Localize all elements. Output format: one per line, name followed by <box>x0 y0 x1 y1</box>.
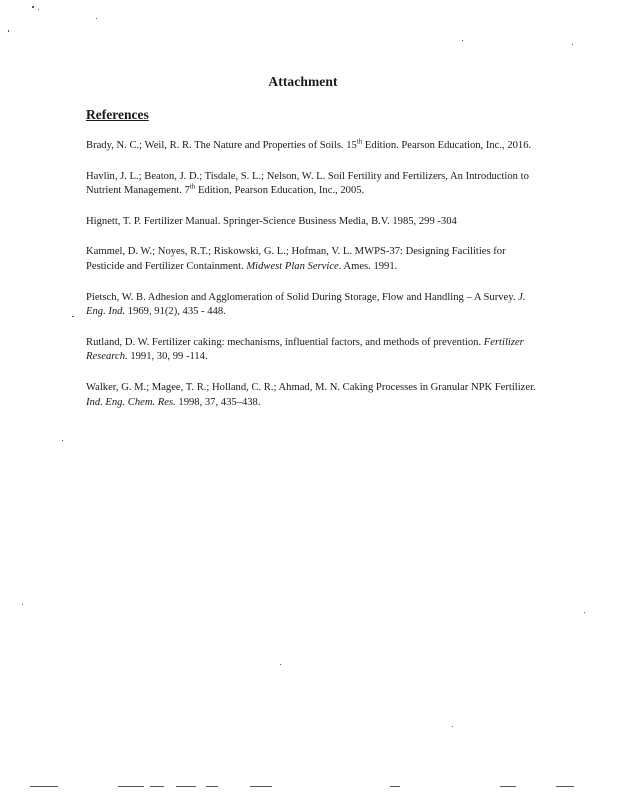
edition-superscript: th <box>189 182 196 191</box>
journal-title: J. Eng. Ind. <box>86 291 526 318</box>
reference-entry <box>86 336 536 365</box>
journal-title: Fertilizer Research. <box>86 336 524 363</box>
scan-edge-mark <box>150 786 164 787</box>
scan-speck <box>462 40 463 41</box>
edition-superscript: th <box>356 137 363 146</box>
reference-text: 1998, 37, 435–438. <box>175 396 261 408</box>
reference-list <box>86 139 536 426</box>
scan-speck <box>8 30 9 32</box>
scan-speck <box>22 604 23 605</box>
reference-entry <box>86 291 536 320</box>
reference-text: Havlin, J. L.; Beaton, J. D.; Tisdale, S. L.; Nelson, W. L. Soil Fertility and Fertilizers, An Introduction to Nutrient Management. 7 <box>86 170 529 197</box>
scan-edge-mark <box>206 786 218 787</box>
scan-speck <box>452 726 453 727</box>
scan-speck <box>38 9 39 10</box>
reference-text: Walker, G. M.; Magee, T. R.; Holland, C. R.; Ahmad, M. N. Caking Processes in Granular NPK Fertilizer. <box>86 381 536 393</box>
scan-speck <box>584 612 585 613</box>
reference-entry <box>86 139 536 154</box>
reference-entry <box>86 215 536 230</box>
scan-speck <box>62 440 63 441</box>
reference-text: Kammel, D. W.; Noyes, R.T.; Riskowski, G. L.; Hofman, V. L. MWPS-37: Designing Facilities for Pesticide and Fertilizer Containment. <box>86 246 506 272</box>
reference-text: Edition, Pearson Education, Inc., 2005. <box>195 185 365 197</box>
scan-edge-mark <box>30 786 58 787</box>
reference-entry <box>86 245 536 274</box>
reference-entry <box>86 381 536 410</box>
scan-speck <box>572 44 573 45</box>
reference-entry <box>86 170 536 199</box>
reference-text: Brady, N. C.; Weil, R. R. The Nature and Properties of Soils. 15 <box>86 140 357 151</box>
scan-edge-mark <box>250 786 272 787</box>
reference-text: Hignett, T. P. Fertilizer Manual. Springer-Science Business Media, B.V. 1985, 299 -304 <box>86 215 457 227</box>
reference-text: Pietsch, W. B. Adhesion and Agglomeration of Solid During Storage, Flow and Handling – A Survey. <box>86 291 519 303</box>
page-title: Attachment <box>268 74 338 89</box>
reference-text: Rutland, D. W. Fertilizer caking: mechanisms, influential factors, and methods of prevention. <box>86 336 484 348</box>
scan-edge-mark <box>118 786 144 787</box>
reference-text: 1991, 30, 99 -114. <box>127 351 208 363</box>
scan-edge-mark <box>176 786 196 787</box>
reference-text: Edition. Pearson Education, Inc., 2016. <box>362 140 532 151</box>
scan-edge-mark <box>390 786 400 787</box>
scan-speck <box>32 6 34 8</box>
references-heading: References <box>86 107 149 122</box>
scan-edge-mark <box>556 786 574 787</box>
journal-title: Ind. Eng. Chem. Res. <box>86 396 176 408</box>
reference-text: . Ames. 1991. <box>338 260 398 272</box>
scan-speck <box>280 664 281 665</box>
journal-title: Midwest Plan Service <box>246 260 339 272</box>
scan-speck <box>72 316 74 317</box>
scan-speck <box>96 18 97 19</box>
reference-text: 1969, 91(2), 435 - 448. <box>125 306 226 318</box>
scan-edge-mark <box>500 786 516 787</box>
